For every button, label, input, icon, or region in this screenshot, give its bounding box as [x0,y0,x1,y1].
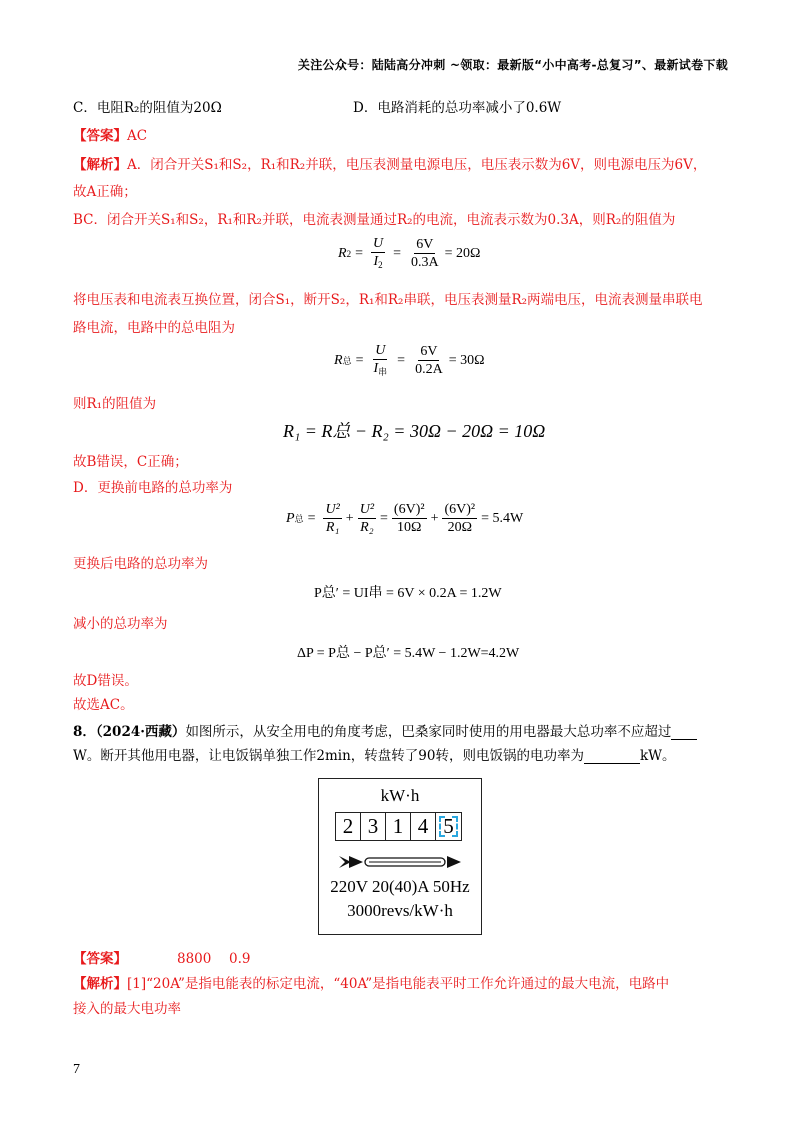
analysis-line-11: 故D错误。 [73,673,138,689]
meter-digit-decimal: 5 [436,813,461,840]
rotation-arrow-icon [339,854,463,870]
meter-unit: kW·h [380,786,420,805]
analysis-line-4: 将电压表和电流表互换位置，闭合S₁，断开S₂，R₁和R₂串联，电压表测量R₂两端电压，电流表测量串联电 [73,292,703,308]
equation-r2: R 2 = $\frac{U}{I_2}$ = $\frac{6V}{0.3A}$ = 20Ω [338,236,481,271]
answer-blank-1[interactable] [671,726,697,740]
meter-digits [335,812,462,841]
question-8-line-1 [73,724,697,740]
equation-r1: R₁ = R总 − R₂ = 30Ω − 20Ω = 10Ω [283,421,546,441]
answer-block-1 [73,128,147,144]
analysis-line-2: 故A正确； [73,184,137,200]
analysis-text: A．闭合开关S₁和S₂，R₁和R₂并联，电压表测量电源电压，电压表示数为6V，则电源电压为6V， [127,157,707,173]
answer-tag: 【答案】 [73,128,127,144]
analysis-line-9: 更换后电路的总功率为 [73,556,208,572]
meter-digit: 3 [361,813,386,840]
answer-value-1: 8800 [177,951,212,967]
question-source: （2024·西藏） [95,724,186,740]
option-d: D．电路消耗的总功率减小了0.6W [353,100,562,116]
answer-blank-2[interactable] [584,750,640,764]
meter-spec: 220V 20(40)A 50Hz [330,877,470,896]
analysis-tag: 【解析】 [73,157,127,173]
energy-meter-figure [318,778,482,935]
analysis2-line-1 [73,976,669,992]
meter-digit: 2 [336,813,361,840]
question-number: 8． [73,724,96,740]
option-c: C．电阻R₂的阻值为20Ω [73,100,222,116]
analysis-line-10: 减小的总功率为 [73,616,168,632]
meter-digit: 4 [411,813,436,840]
analysis-tag: 【解析】 [73,976,127,992]
analysis-line-5: 路电流，电路中的总电阻为 [73,320,235,336]
question-text-3: kW。 [639,748,676,764]
analysis-line-12: 故选AC。 [73,697,134,713]
equation-r-total: R 总 = $\frac{U}{I_串}$ = $\frac{6V}{0.2A}$ = 30Ω [334,343,485,378]
analysis-line-3: BC．闭合开关S₁和S₂，R₁和R₂并联，电流表测量通过R₂的电流，电流表示数为0.3A，则R₂的阻值为 [73,212,676,228]
question-8-line-2 [73,748,676,764]
equation-p-before: P 总 = $\frac{\text{U²}}{\text{R₁}}$ + $\frac{\text{U²}}{\text{R₂}}$ = $\frac{\text{(6V)²}}{10\Omega}$ + $\frac{\text{(6V)²}}{20\Omega}$ = 5.4W [286,502,524,536]
equation-p-after: P总′ = UI串 = 6V × 0.2A = 1.2W [314,586,502,601]
page-header: 关注公众号：陆陆高分冲刺 ~领取：最新版“小中高考-总复习”、最新试卷下载 [297,58,728,72]
answer-tag: 【答案】 [73,951,127,967]
question-text-1: 如图所示，从安全用电的角度考虑，巴桑家同时使用的用电器最大总功率不应超过 [185,724,672,740]
decimal-highlight-box [439,816,458,837]
analysis2-line-2: 接入的最大电功率 [73,1001,181,1017]
question-text-2: W。断开其他用电器，让电饭锅单独工作2min，转盘转了90转，则电饭锅的电功率为 [73,748,584,764]
answer-value: AC [127,128,148,144]
answer-block-2 [73,951,127,967]
analysis-line-1 [73,157,706,173]
page-number: 7 [73,1062,80,1077]
analysis-line-7: 故B错误，C正确； [73,454,188,470]
meter-revs: 3000revs/kW·h [347,901,453,920]
analysis-line-6: 则R₁的阻值为 [73,396,157,412]
analysis-line-8: D．更换前电路的总功率为 [73,480,233,496]
equation-delta-p: ΔP = P总 − P总′ = 5.4W − 1.2W=4.2W [297,646,520,661]
answer-value-2: 0.9 [229,951,251,967]
meter-digit: 1 [386,813,411,840]
analysis-text: [1]“20A”是指电能表的标定电流，“40A”是指电能表平时工作允许通过的最大电流，电路中 [127,976,670,992]
